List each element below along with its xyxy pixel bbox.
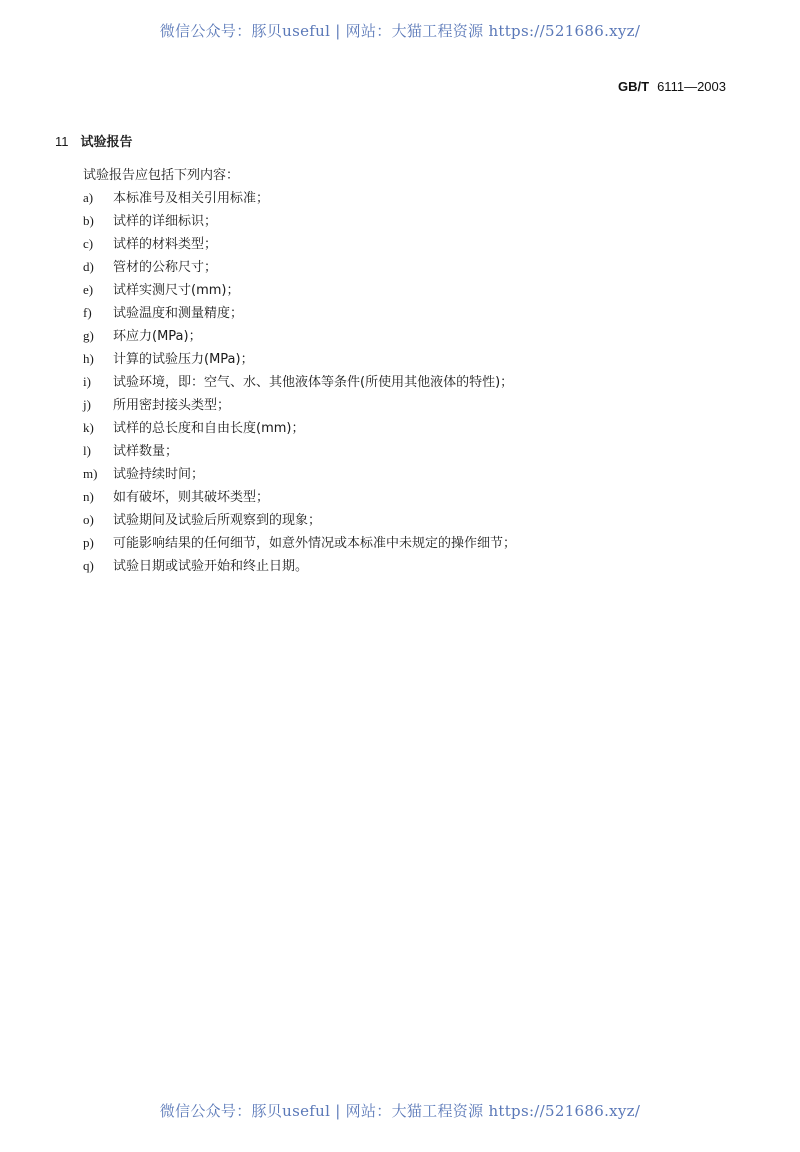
item-marker: p) [83, 535, 94, 550]
item-marker: j) [83, 397, 91, 412]
list-item [83, 531, 516, 554]
item-text: 试样数量； [113, 444, 179, 459]
list-item [83, 278, 516, 301]
item-text: 试样的总长度和自由长度(mm)； [113, 421, 305, 436]
item-marker: a) [83, 190, 94, 205]
item-text: 试验温度和测量精度； [113, 306, 244, 321]
item-text: 管材的公称尺寸； [113, 260, 218, 275]
item-text: 试样的详细标识； [113, 214, 218, 229]
watermark-top: 微信公众号：豚贝useful | 网站：大猫工程资源 https://521686.xyz/ [159, 22, 641, 40]
watermark-bottom: 微信公众号：豚贝useful | 网站：大猫工程资源 https://521686.xyz/ [159, 1102, 641, 1120]
section-number: 11 [55, 134, 69, 149]
list-item [83, 485, 516, 508]
item-text: 试验日期或试验开始和终止日期。 [113, 559, 309, 574]
item-marker: n) [83, 489, 94, 504]
report-items-list [83, 186, 516, 577]
list-item [83, 209, 516, 232]
item-text: 如有破坏，则其破坏类型； [113, 490, 270, 505]
list-item [83, 416, 516, 439]
list-item [83, 255, 516, 278]
item-text: 试验环境，即：空气、水、其他液体等条件(所使用其他液体的特性)； [113, 375, 514, 390]
list-item [83, 462, 516, 485]
item-text: 试样实测尺寸(mm)； [113, 283, 240, 298]
item-marker: h) [83, 351, 94, 366]
list-item [83, 439, 516, 462]
list-item [83, 186, 516, 209]
item-text: 计算的试验压力(MPa)； [113, 352, 254, 367]
standard-code-number: 6111—2003 [657, 79, 726, 94]
item-marker: b) [83, 213, 94, 228]
item-marker: d) [83, 259, 94, 274]
item-marker: o) [83, 512, 94, 527]
list-item [83, 347, 516, 370]
list-item [83, 301, 516, 324]
item-marker: l) [83, 443, 91, 458]
item-text: 环应力(MPa)； [113, 329, 202, 344]
section-intro: 试验报告应包括下列内容： [83, 168, 240, 183]
standard-code-prefix: GB/T [618, 79, 650, 94]
list-item [83, 370, 516, 393]
item-marker: k) [83, 420, 94, 435]
item-marker: i) [83, 374, 91, 389]
list-item [83, 508, 516, 531]
standard-code [618, 79, 726, 94]
item-text: 试样的材料类型； [113, 237, 218, 252]
list-item [83, 324, 516, 347]
section-heading [55, 131, 133, 150]
item-marker: m) [83, 466, 98, 481]
item-marker: g) [83, 328, 94, 343]
item-text: 可能影响结果的任何细节，如意外情况或本标准中未规定的操作细节； [113, 536, 517, 551]
item-text: 试验持续时间； [113, 467, 205, 482]
item-marker: q) [83, 558, 94, 573]
item-text: 本标准号及相关引用标准； [113, 191, 270, 206]
list-item [83, 232, 516, 255]
item-marker: f) [83, 305, 92, 320]
item-marker: e) [83, 282, 94, 297]
list-item [83, 554, 516, 577]
item-marker: c) [83, 236, 94, 251]
list-item [83, 393, 516, 416]
item-text: 试验期间及试验后所观察到的现象； [113, 513, 322, 528]
item-text: 所用密封接头类型； [113, 398, 231, 413]
section-title: 试验报告 [80, 135, 133, 150]
